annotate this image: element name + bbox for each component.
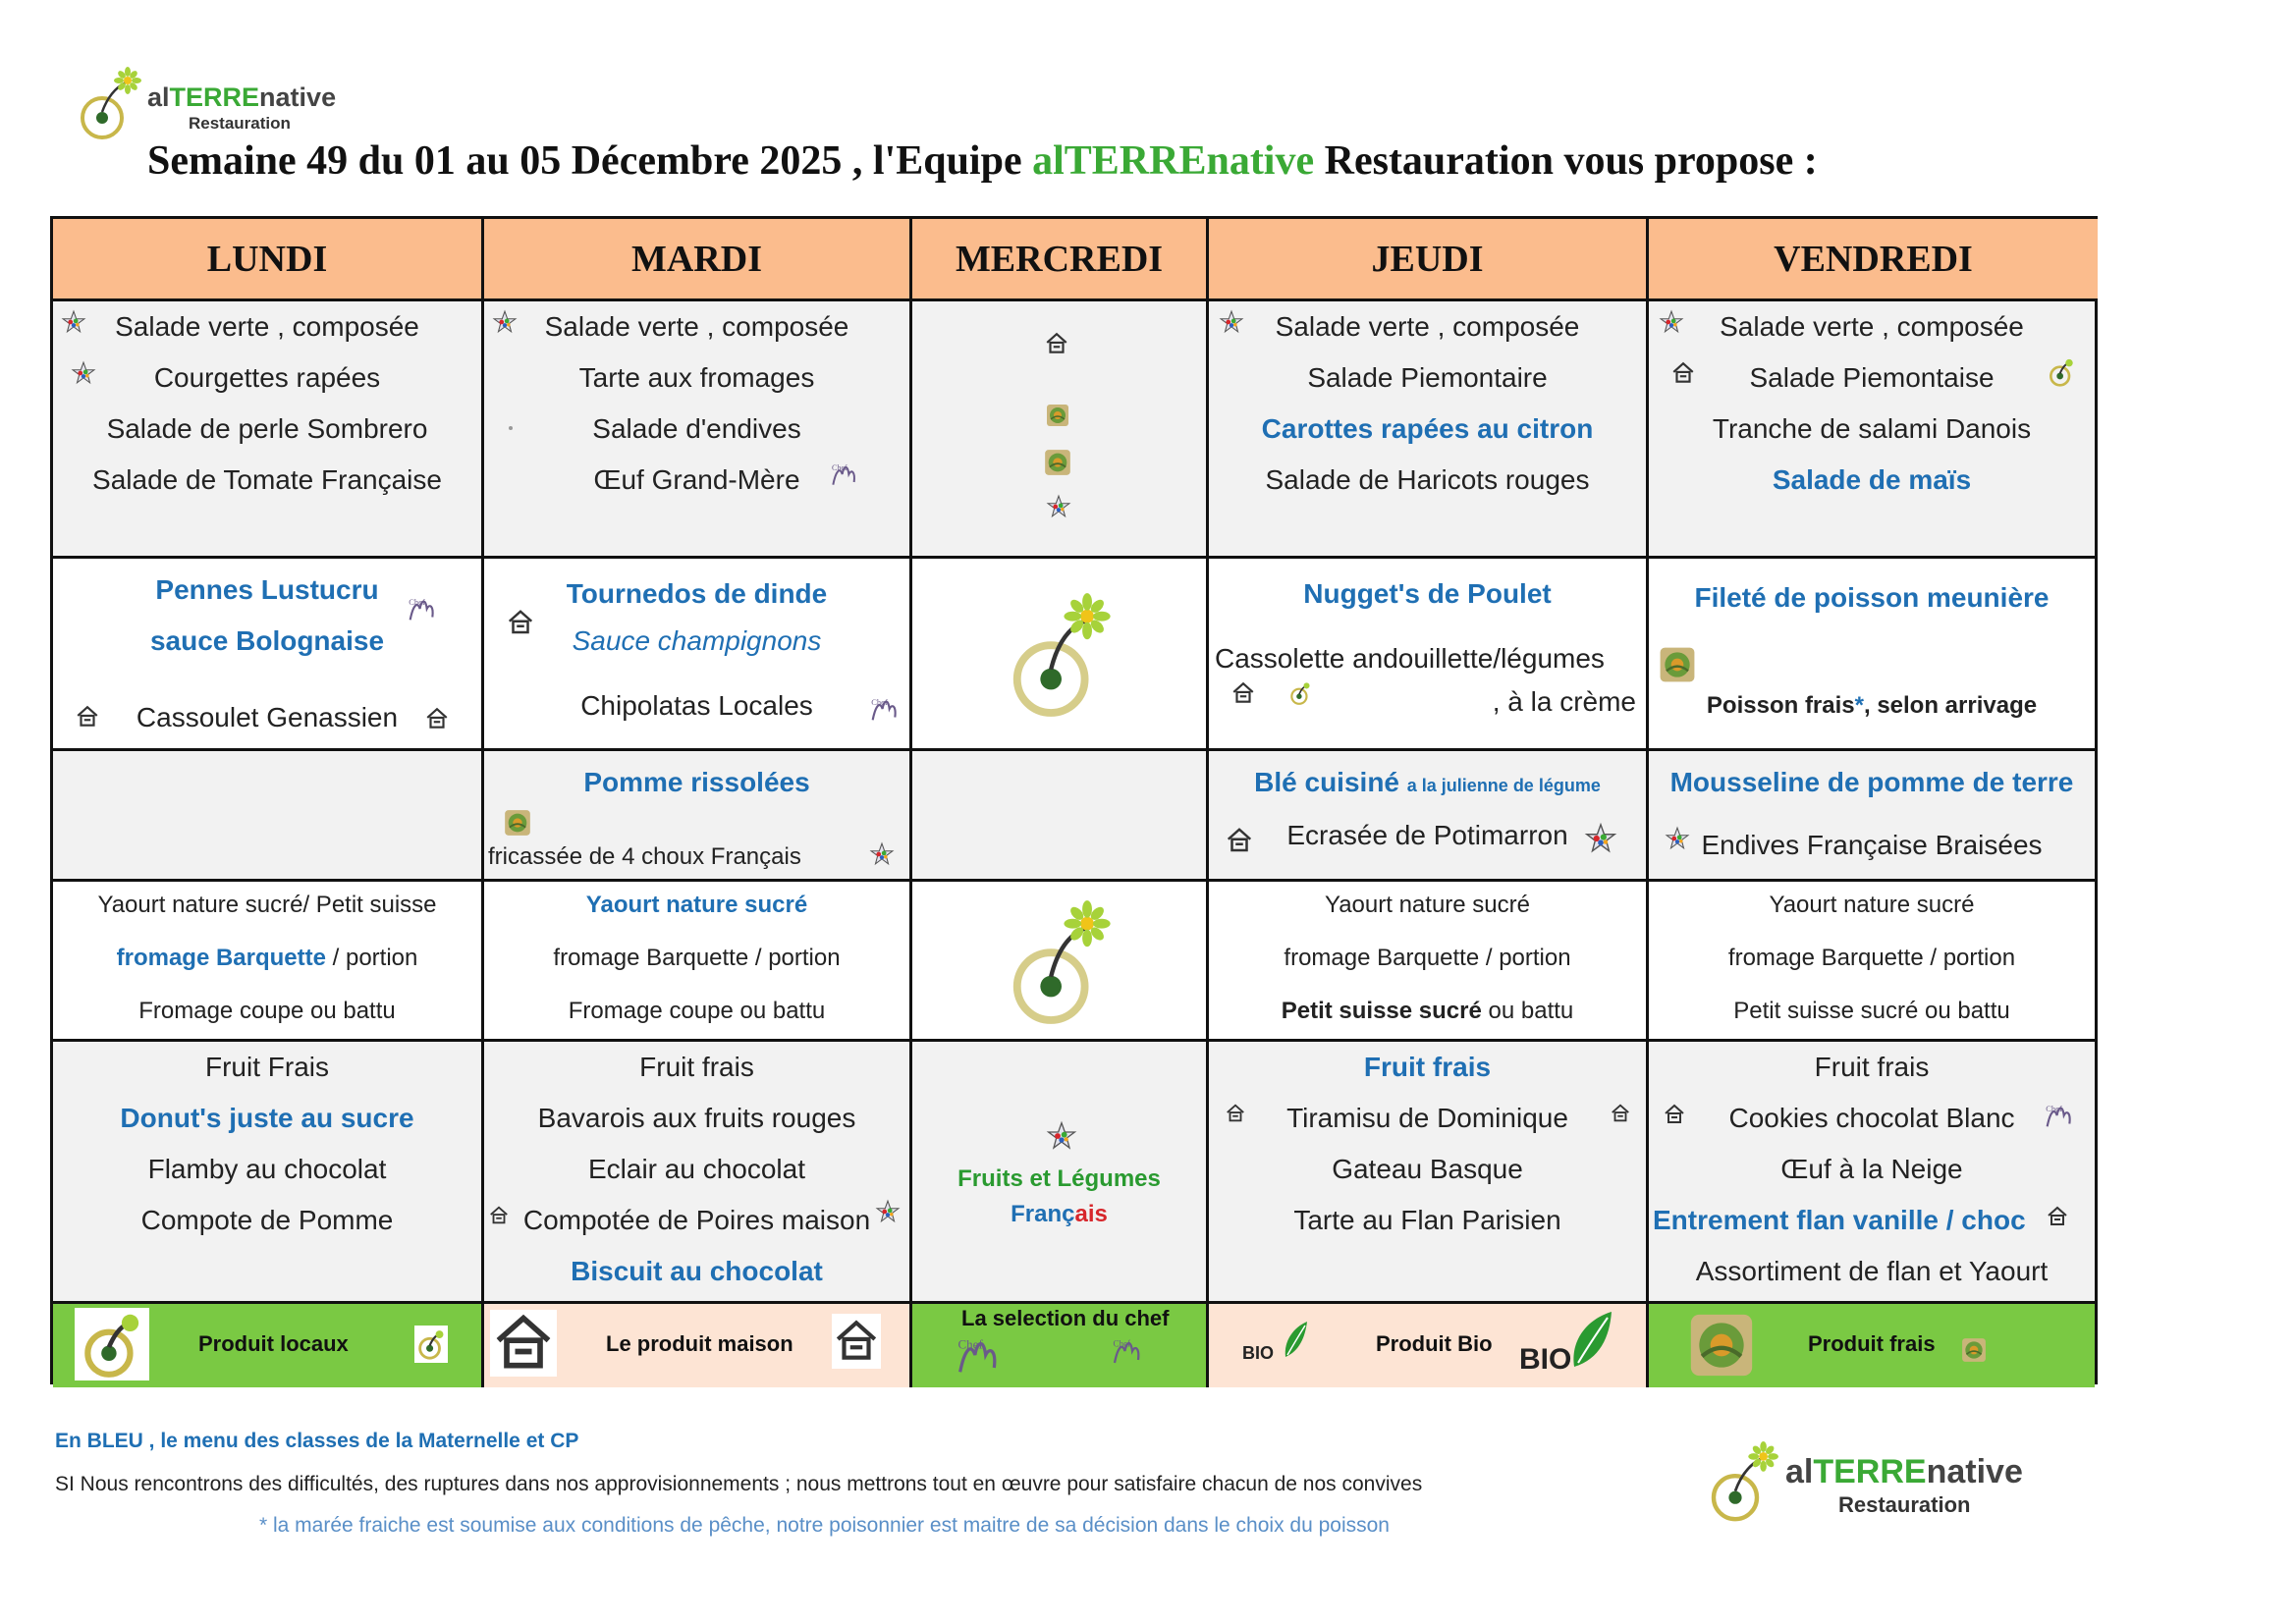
menu-item: Assortiment de flan et Yaourt bbox=[1695, 1256, 2049, 1286]
menu-item: Œuf à la Neige bbox=[1780, 1154, 1963, 1184]
laitage-mardi bbox=[484, 882, 912, 1042]
local-product-icon bbox=[1003, 893, 1119, 1031]
menu-item-maternelle: Entrement flan vanille / choc bbox=[1653, 1205, 2026, 1235]
house-icon bbox=[424, 706, 450, 731]
menu-item: Yaourt nature sucré/ Petit suisse bbox=[97, 892, 437, 918]
brand-logo-bottom bbox=[1707, 1441, 2023, 1528]
chef-icon bbox=[2042, 1099, 2075, 1132]
header-lundi: LUNDI bbox=[53, 219, 484, 301]
star-basket-icon bbox=[875, 1199, 901, 1224]
accomp-mardi bbox=[484, 751, 912, 882]
note-bleu: En BLEU , le menu des classes de la Maternelle et CP bbox=[55, 1430, 579, 1452]
house-icon bbox=[832, 1314, 881, 1369]
house-icon bbox=[1230, 680, 1256, 706]
menu-item: fromage Barquette / portion bbox=[116, 945, 418, 971]
menu-item: Cassolette andouillette/légumes bbox=[1215, 643, 1605, 674]
menu-item: Salade verte , composée bbox=[544, 311, 849, 342]
menu-item-maternelle: Yaourt nature sucré bbox=[585, 892, 808, 918]
menu-item-maternelle: Pomme rissolées bbox=[583, 767, 810, 797]
menu-item-maternelle: Fruit frais bbox=[1363, 1052, 1492, 1082]
menu-item: Salade Piemontaire bbox=[1307, 362, 1548, 393]
menu-item: Français bbox=[1011, 1201, 1108, 1227]
local-product-icon bbox=[1003, 586, 1119, 724]
brand-sub: Restauration bbox=[1838, 1492, 1971, 1517]
brand-mark-icon bbox=[77, 67, 147, 145]
menu-item-maternelle: Salade de maïs bbox=[1772, 464, 1972, 495]
menu-item: Tarte aux fromages bbox=[578, 362, 815, 393]
menu-item-maternelle: Blé cuisiné a la julienne de légume bbox=[1254, 767, 1601, 797]
menu-item: Fromage coupe ou battu bbox=[138, 998, 396, 1024]
desserts-jeudi bbox=[1209, 1042, 1649, 1304]
menu-item: Courgettes rapées bbox=[153, 362, 381, 393]
menu-item: Endives Française Braisées bbox=[1701, 830, 2043, 860]
menu-item: Flamby au chocolat bbox=[147, 1154, 387, 1184]
local-product-icon bbox=[1287, 678, 1313, 708]
star-basket-icon bbox=[1046, 494, 1071, 519]
star-basket-icon bbox=[1046, 1120, 1077, 1152]
legend-label: Le produit maison bbox=[606, 1331, 793, 1356]
menu-item-maternelle: Nugget's de Poulet bbox=[1303, 578, 1552, 609]
menu-item: Cookies chocolat Blanc bbox=[1728, 1103, 2015, 1133]
fresh-product-icon bbox=[1046, 404, 1069, 427]
menu-item: Salade de perle Sombrero bbox=[106, 413, 428, 444]
menu-item: fromage Barquette / portion bbox=[1727, 945, 2016, 971]
menu-item-maternelle: Pennes Lustucru bbox=[155, 574, 379, 605]
laitage-jeudi bbox=[1209, 882, 1649, 1042]
desserts-vendredi bbox=[1649, 1042, 2095, 1304]
brand-sub: Restauration bbox=[189, 114, 291, 133]
star-basket-icon bbox=[869, 841, 895, 867]
menu-item: fricassée de 4 choux Français bbox=[488, 843, 801, 870]
chef-icon bbox=[405, 592, 438, 625]
menu-item: Salade verte , composée bbox=[115, 311, 419, 342]
menu-item: Tranche de salami Danois bbox=[1712, 413, 2032, 444]
bio-leaf-icon bbox=[1242, 1318, 1311, 1369]
menu-item: Salade Piemontaise bbox=[1749, 362, 1995, 393]
brand-name: alTERREnative bbox=[147, 82, 337, 112]
plats-vendredi bbox=[1649, 559, 2095, 751]
local-product-icon bbox=[414, 1326, 448, 1363]
desserts-lundi bbox=[53, 1042, 484, 1304]
menu-item-maternelle: Carottes rapées au citron bbox=[1261, 413, 1594, 444]
fresh-product-icon bbox=[1688, 1310, 1755, 1380]
legend-label: Produit locaux bbox=[198, 1331, 349, 1356]
header-jeudi: JEUDI bbox=[1209, 219, 1649, 301]
note-difficultes: SI Nous rencontrons des difficultés, des ruptures dans nos approvisionnements ; nous mettrons tout en œuvre pour satisfaire chacun de nos convives bbox=[55, 1473, 1423, 1495]
star-basket-icon bbox=[1584, 822, 1617, 855]
entrees-jeudi bbox=[1209, 301, 1649, 559]
menu-item: Œuf Grand-Mère bbox=[593, 464, 800, 495]
header-mercredi: MERCREDI bbox=[912, 219, 1209, 301]
accomp-mercredi bbox=[912, 751, 1209, 882]
house-icon bbox=[1610, 1103, 1631, 1124]
house-icon bbox=[75, 704, 100, 730]
menu-item: Fruit Frais bbox=[205, 1052, 329, 1082]
menu-item: Compote de Pomme bbox=[140, 1205, 394, 1235]
fresh-product-icon bbox=[1961, 1337, 1987, 1363]
bio-mark: BIO bbox=[1519, 1343, 1572, 1376]
menu-item: fromage Barquette / portion bbox=[1284, 945, 1571, 971]
menu-item-maternelle: Donut's juste au sucre bbox=[120, 1103, 414, 1133]
chef-icon bbox=[867, 692, 901, 726]
accomp-lundi bbox=[53, 751, 484, 882]
legend-label: Produit frais bbox=[1808, 1331, 1936, 1356]
house-icon bbox=[2046, 1205, 2069, 1228]
legend-label: La selection du chef bbox=[961, 1306, 1170, 1330]
menu-item: fromage Barquette / portion bbox=[553, 945, 841, 971]
menu-item-maternelle: Mousseline de pomme de terre bbox=[1669, 767, 2074, 797]
menu-item: Gateau Basque bbox=[1332, 1154, 1523, 1184]
menu-item: Fruit frais bbox=[1814, 1052, 1930, 1082]
menu-item: Salade d'endives bbox=[592, 413, 801, 444]
brand-logo-top bbox=[77, 67, 336, 145]
menu-item: Petit suisse sucré ou battu bbox=[1281, 998, 1574, 1024]
laitage-mercredi bbox=[912, 882, 1209, 1042]
menu-item: Tarte au Flan Parisien bbox=[1293, 1205, 1561, 1235]
house-icon bbox=[1044, 331, 1069, 356]
entrees-mardi bbox=[484, 301, 912, 559]
fresh-product-icon bbox=[504, 808, 531, 838]
plats-mardi bbox=[484, 559, 912, 751]
page-title: Semaine 49 du 01 au 05 Décembre 2025 , l'Equipe alTERREnative Restauration vous propose : bbox=[147, 138, 1818, 184]
header-vendredi: VENDREDI bbox=[1649, 219, 2098, 301]
chef-icon bbox=[952, 1329, 1003, 1380]
menu-item: Chipolatas Locales bbox=[580, 690, 813, 721]
brand-mark-icon bbox=[1707, 1441, 1785, 1528]
note-maree: * la marée fraiche est soumise aux conditions de pêche, notre poisonnier est maitre de sa décision dans le choix du poisson bbox=[259, 1514, 1390, 1537]
menu-item: Salade de Haricots rouges bbox=[1265, 464, 1590, 495]
menu-item: Fromage coupe ou battu bbox=[568, 998, 826, 1024]
header-mardi: MARDI bbox=[484, 219, 912, 301]
laitage-vendredi bbox=[1649, 882, 2095, 1042]
chef-icon bbox=[1109, 1333, 1144, 1369]
menu-item: Eclair au chocolat bbox=[587, 1154, 805, 1184]
brand-name: alTERREnative bbox=[1785, 1453, 2023, 1490]
laitage-lundi bbox=[53, 882, 484, 1042]
legend-locaux bbox=[53, 1304, 484, 1387]
legend-maison bbox=[484, 1304, 912, 1387]
bio-leaf-icon bbox=[1513, 1308, 1623, 1380]
menu-item: Yaourt nature sucré bbox=[1324, 892, 1530, 918]
menu-item-maternelle: sauce Bolognaise bbox=[149, 625, 385, 656]
menu-item: Compotée de Poires maison bbox=[522, 1205, 871, 1235]
entrees-vendredi bbox=[1649, 301, 2095, 559]
desserts-mardi bbox=[484, 1042, 912, 1304]
menu-item: Bavarois aux fruits rouges bbox=[537, 1103, 856, 1133]
menu-item: Petit suisse sucré ou battu bbox=[1733, 998, 2010, 1024]
fresh-product-icon bbox=[1659, 643, 1696, 686]
legend-label: Produit Bio bbox=[1376, 1331, 1493, 1356]
menu-item: Fruit frais bbox=[639, 1052, 754, 1082]
menu-item: Salade de Tomate Française bbox=[92, 464, 442, 495]
menu-item-maternelle: Tournedos de dinde bbox=[566, 578, 828, 609]
menu-item-maternelle: Biscuit au chocolat bbox=[571, 1256, 823, 1286]
plats-lundi bbox=[53, 559, 484, 751]
legend-chef bbox=[912, 1304, 1209, 1387]
bio-mark: BIO bbox=[1242, 1343, 1275, 1363]
accomp-jeudi bbox=[1209, 751, 1649, 882]
menu-item: Salade verte , composée bbox=[1275, 311, 1580, 342]
menu-item: Fruits et Légumes bbox=[957, 1165, 1161, 1192]
entrees-mercredi bbox=[912, 301, 1209, 559]
desserts-mercredi bbox=[912, 1042, 1209, 1304]
menu-item: Yaourt nature sucré bbox=[1769, 892, 1975, 918]
menu-item-maternelle: Fileté de poisson meunière bbox=[1694, 582, 2050, 613]
fresh-product-icon bbox=[1044, 449, 1071, 476]
menu-item: Tiramisu de Dominique bbox=[1286, 1103, 1568, 1133]
plats-jeudi bbox=[1209, 559, 1649, 751]
legend-frais bbox=[1649, 1304, 2095, 1387]
menu-item: Cassoulet Genassien bbox=[136, 702, 399, 732]
entrees-lundi bbox=[53, 301, 484, 559]
menu-item: Salade verte , composée bbox=[1720, 311, 2024, 342]
house-icon bbox=[490, 1310, 557, 1377]
menu-table bbox=[50, 216, 2098, 1384]
menu-item: , à la crème bbox=[1492, 686, 1636, 717]
menu-item: Poisson frais*, selon arrivage bbox=[1706, 692, 2038, 719]
accomp-vendredi bbox=[1649, 751, 2095, 882]
menu-item: Ecrasée de Potimarron bbox=[1286, 820, 1568, 850]
legend-bio bbox=[1209, 1304, 1649, 1387]
menu-item-sauce: Sauce champignons bbox=[572, 625, 822, 656]
plats-mercredi bbox=[912, 559, 1209, 751]
local-product-icon bbox=[75, 1308, 149, 1380]
